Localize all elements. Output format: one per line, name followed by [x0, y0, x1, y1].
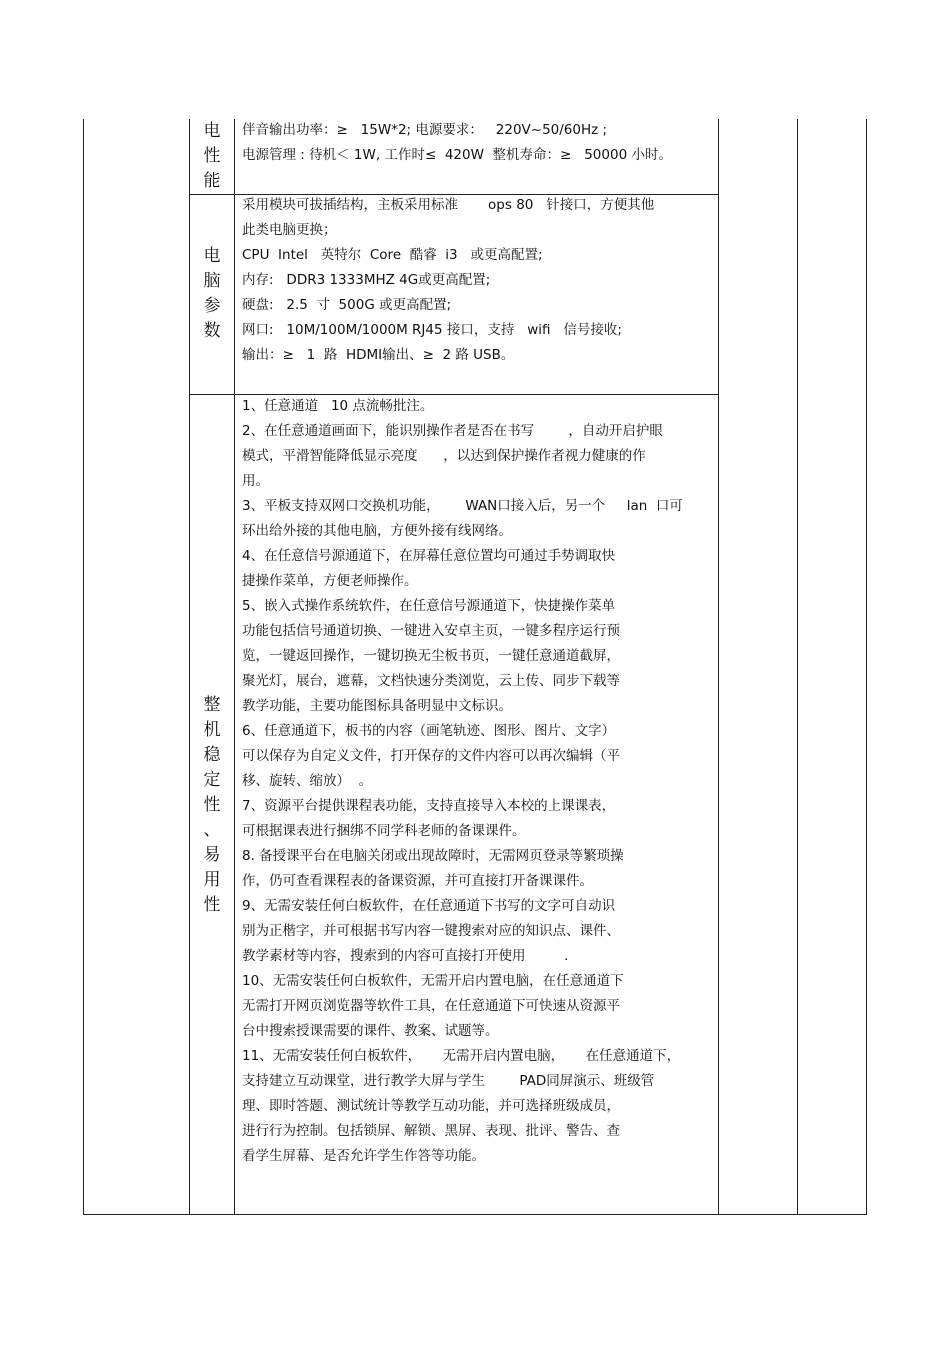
spec-line: 别为正楷字，并可根据书写内容一键搜索对应的知识点、课件、: [242, 923, 620, 939]
spec-line: 4、在任意信号源通道下，在屏幕任意位置均可通过手势调取快: [242, 548, 616, 564]
spec-line: 教学功能，主要功能图标具备明显中文标识。: [242, 698, 512, 714]
spec-line: 1、任意通道 10 点流畅批注。: [242, 398, 434, 414]
spec-line: 理、即时答题、测试统计等教学互动功能，并可选择班级成员，: [242, 1098, 620, 1114]
stability-usability-spec: [242, 394, 718, 1169]
spec-line: 环出给外接的其他电脑，方便外接有线网络。: [242, 523, 512, 539]
spec-line: 模式，平滑智能降低显示亮度 ，以达到保护操作者视力健康的作: [242, 448, 646, 464]
spec-line: 7、资源平台提供课程表功能，支持直接导入本校的上课课表，: [242, 798, 616, 814]
electrical-performance-spec: [242, 118, 718, 168]
spec-line: 进行行为控制。包括锁屏、解锁、黑屏、表现、批评、警告、查: [242, 1123, 620, 1139]
table-divider-col5: [797, 119, 798, 1215]
spec-line: 无需打开网页浏览器等软件工具，在任意通道下可快速从资源平: [242, 998, 620, 1014]
spec-line: 输出：≥ 1 路 HDMI输出、≥ 2 路 USB。: [242, 347, 515, 363]
spec-line: 11、无需安装任何白板软件， 无需开启内置电脑， 在任意通道下，: [242, 1048, 681, 1064]
spec-line: 10、无需安装任何白板软件，无需开启内置电脑，在任意通道下: [242, 973, 624, 989]
table-border-bottom: [83, 1214, 867, 1215]
spec-line: 聚光灯，展台，遮幕，文档快速分类浏览，云上传、同步下载等: [242, 673, 620, 689]
spec-line: 此类电脑更换；: [242, 222, 337, 238]
table-border-right: [866, 119, 867, 1215]
table-divider-col4: [718, 119, 719, 1215]
spec-line: 用。: [242, 473, 269, 489]
spec-line: 可根据课表进行捆绑不同学科老师的备课课件。: [242, 823, 526, 839]
spec-line: 3、平板支持双网口交换机功能， WAN口接入后，另一个 lan 口可: [242, 498, 683, 514]
computer-params-spec: [242, 193, 718, 368]
spec-line: 6、任意通道下，板书的内容（画笔轨迹、图形、图片、文字）: [242, 723, 616, 739]
spec-line: 8. 备授课平台在电脑关闭或出现故障时，无需网页登录等繁琐操: [242, 848, 624, 864]
spec-line: 看学生屏幕、是否允许学生作答等功能。: [242, 1148, 485, 1164]
spec-line: 伴音输出功率：≥ 15W*2; 电源要求： 220V~50/60Hz ;: [242, 122, 608, 138]
spec-line: 2、在任意通道画面下，能识别操作者是否在书写 ，自动开启护眼: [242, 423, 663, 439]
spec-line: 台中搜索授课需要的课件、教案、试题等。: [242, 1023, 499, 1039]
spec-line: 功能包括信号通道切换、一键进入安卓主页，一键多程序运行预: [242, 623, 620, 639]
table-border-left: [83, 119, 84, 1215]
spec-line: 内存: DDR3 1333MHZ 4G或更高配置;: [242, 272, 491, 288]
spec-line: 9、无需安装任何白板软件，在任意通道下书写的文字可自动识: [242, 898, 616, 914]
spec-line: 教学素材等内容，搜索到的内容可直接打开使用 .: [242, 948, 569, 964]
category-computer-params: 电 脑 参 数: [203, 246, 221, 341]
spec-line: 作，仍可查看课程表的备课资源，并可直接打开备课课件。: [242, 873, 593, 889]
spec-line: 移、旋转、缩放） 。: [242, 773, 373, 789]
spec-line: 硬盘: 2.5 寸 500G 或更高配置;: [242, 297, 452, 313]
table-divider-content: [234, 119, 235, 1215]
spec-line: 览，一键返回操作，一键切换无尘板书页，一键任意通道截屏，: [242, 648, 620, 664]
spec-line: 可以保存为自定义文件，打开保存的文件内容可以再次编辑（平: [242, 748, 620, 764]
category-electrical-performance: 电 性 能: [203, 121, 221, 191]
spec-line: 5、嵌入式操作系统软件，在任意信号源通道下，快捷操作菜单: [242, 598, 616, 614]
spec-line: 网口: 10M/100M/1000M RJ45 接口，支持 wifi 信号接收;: [242, 322, 622, 338]
spec-line: CPU Intel 英特尔 Core 酷睿 i3 或更高配置;: [242, 247, 543, 263]
spec-line: 支持建立互动课堂，进行教学大屏与学生 PAD同屏演示、班级管: [242, 1073, 655, 1089]
spec-line: 采用模块可拔插结构，主板采用标准 ops 80 针接口，方便其他: [242, 197, 655, 213]
category-stability-usability: 整 机 稳 定 性 、 易 用 性: [203, 695, 221, 915]
spec-line: 捷操作菜单，方便老师操作。: [242, 573, 418, 589]
spec-line: 电源管理 : 待机＜ 1W, 工作时≤ 420W 整机寿命：≥ 50000 小时。: [242, 147, 672, 163]
